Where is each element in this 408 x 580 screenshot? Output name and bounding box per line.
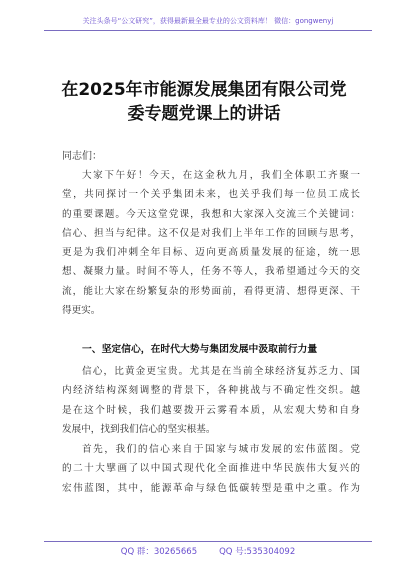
footer-qq-group: QQ 群：30265665 <box>120 547 198 557</box>
document-title <box>36 78 372 126</box>
paragraph-line: 流，能让大家在纷繁复杂的形势面前，看得更清、想得更深、干 <box>62 285 360 297</box>
title-line-1: 在2025年市能源发展集团有限公司党 <box>61 80 347 100</box>
paragraph-line: 发展中，找到我们信心的坚实根基。 <box>62 423 216 435</box>
header-banner <box>44 16 372 31</box>
paragraph-3 <box>62 440 360 498</box>
paragraph-line: 更是为我们冲刺全年目标、迈向更高质量发展的征途，统一思 <box>62 247 360 259</box>
paragraph-line: 内经济结构深刻调整的背景下，各种挑战与不确定性交织。越 <box>62 385 360 397</box>
paragraph-line: 的重要课题。今天这堂党课，我想和大家深入交流三个关键词： <box>62 208 360 220</box>
paragraph-line: 宏伟蓝图，其中，能源革命与绿色低碳转型是重中之重。作为 <box>62 482 360 494</box>
paragraph-line: 想、凝聚力量。时间不等人，任务不等人，我希望通过今天的交 <box>62 266 360 278</box>
paragraph-1 <box>62 166 360 320</box>
salutation: 同志们： <box>62 151 102 162</box>
paragraph-line: 大家下午好！今天，在这金秋九月，我们全体职工齐聚一 <box>82 170 360 181</box>
paragraph-2 <box>62 362 360 439</box>
paragraph-line: 信心、担当与纪律。这不仅是对我们上半年工作的回顾与思考， <box>62 227 360 239</box>
footer-contact <box>44 541 372 557</box>
paragraph-line: 堂，共同探讨一个关乎集团未来，也关乎我们每一位员工成长 <box>62 189 360 201</box>
paragraph-line: 信心，比黄金更宝贵。尤其是在当前全球经济复苏乏力、国 <box>82 366 360 377</box>
footer-qq-number: QQ 号:535304092 <box>219 547 296 557</box>
paragraph-line: 首先，我们的信心来自于国家与城市发展的宏伟蓝图。党 <box>82 444 360 455</box>
paragraph-line: 的二十大擘画了以中国式现代化全面推进中华民族伟大复兴的 <box>62 463 360 475</box>
header-banner-text: 关注头条号“公文研究”，获得最新最全最专业的公文资料库！ 微信：gongwenyj <box>82 17 334 25</box>
paragraph-line: 是在这个时候，我们越要拨开云雾看本质，从宏观大势和自身 <box>62 404 360 416</box>
section-heading-1: 一、坚定信心，在时代大势与集团发展中汲取前行力量 <box>82 344 318 355</box>
title-line-2: 委专题党课上的讲话 <box>127 104 281 124</box>
paragraph-line: 得更实。 <box>62 305 101 317</box>
